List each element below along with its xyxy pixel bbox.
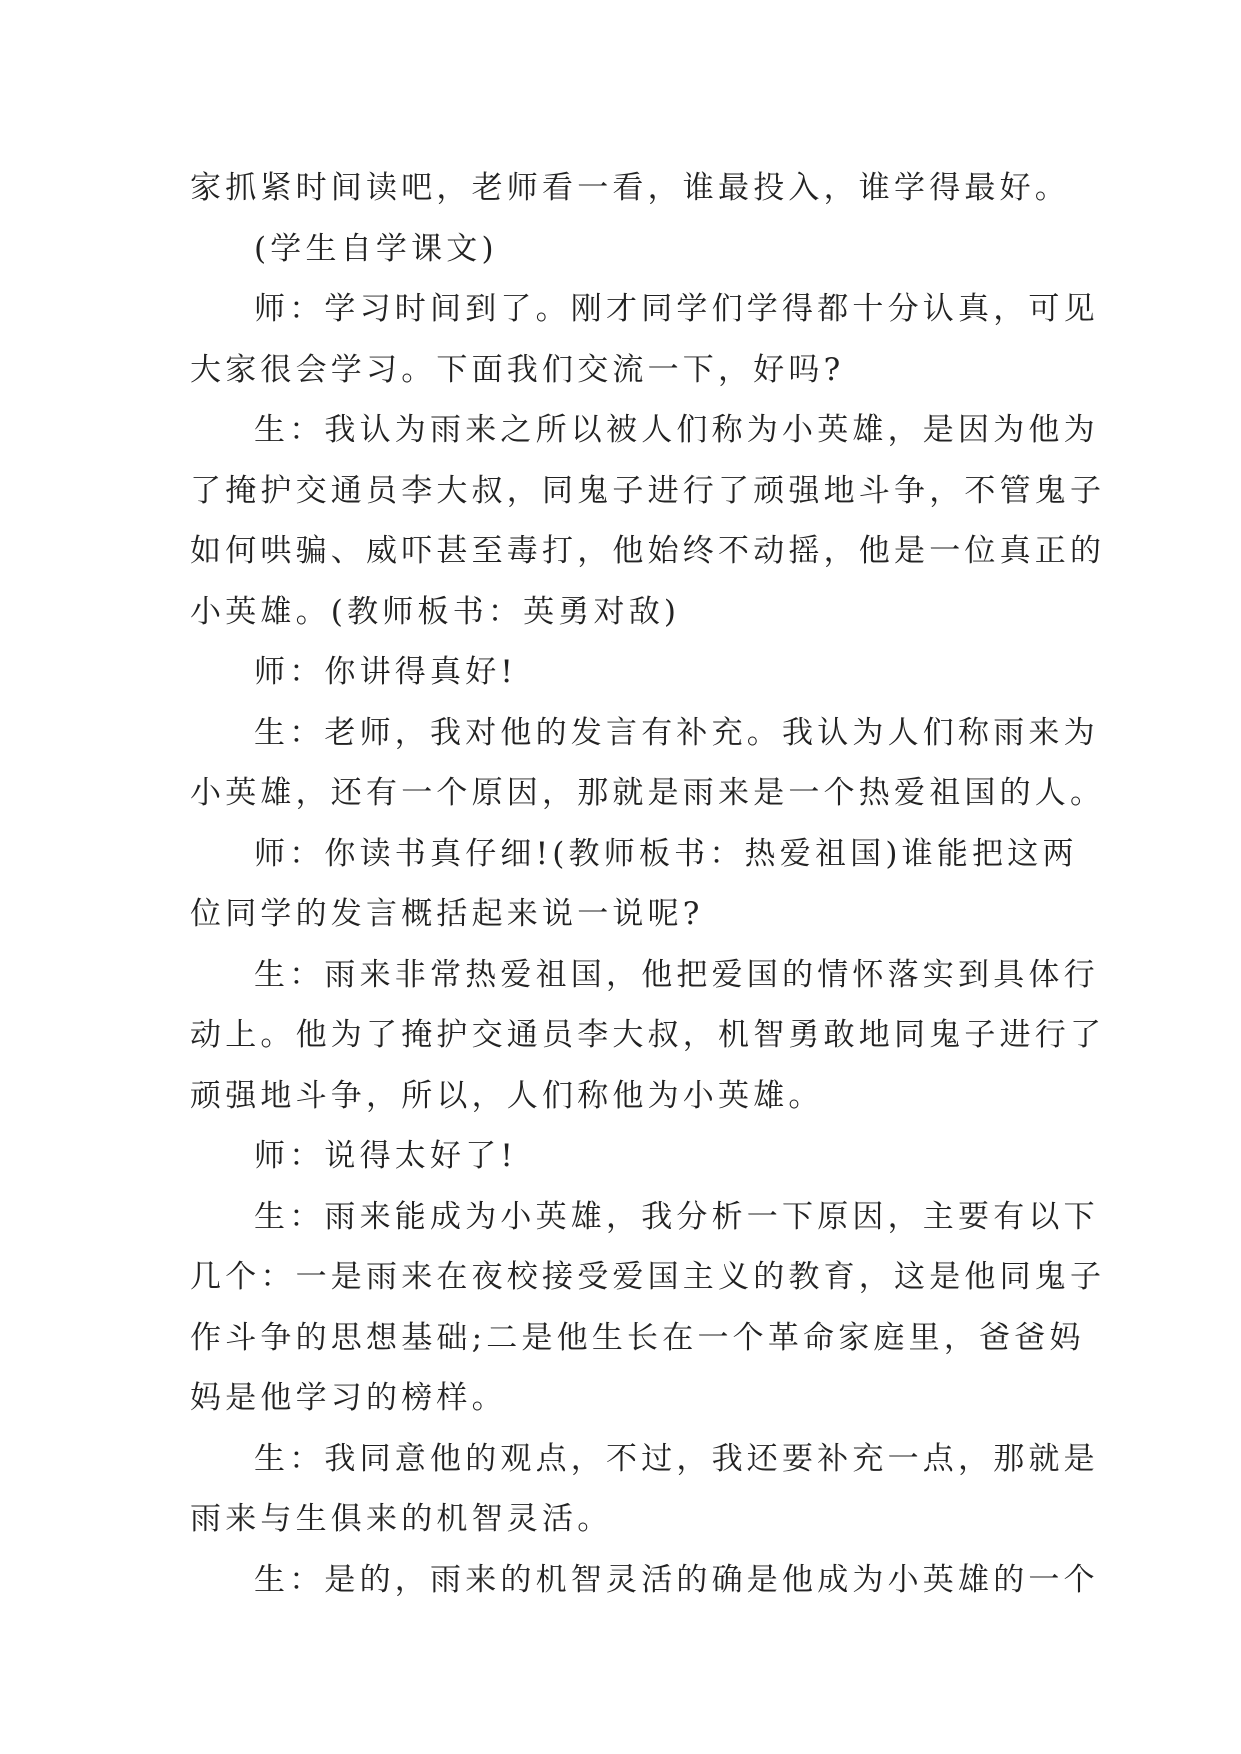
paragraph xyxy=(190,279,1099,400)
text-line: 生：雨来非常热爱祖国，他把爱国的情怀落实到具体行 xyxy=(254,956,1099,993)
text-line: 家抓紧时间读吧，老师看一看，谁最投入，谁学得最好。 xyxy=(190,170,1070,206)
text-line: 生：我同意他的观点，不过，我还要补充一点，那就是 xyxy=(254,1440,1099,1477)
text-line: 了掩护交通员李大叔，同鬼子进行了顽强地斗争，不管鬼子 xyxy=(190,472,1106,509)
text-line: 小英雄。(教师板书：英勇对敌) xyxy=(190,593,681,630)
paragraph xyxy=(190,824,1078,945)
text-line: 师：你讲得真好! xyxy=(254,654,518,690)
text-line: 雨来与生俱来的机智灵活。 xyxy=(190,1501,613,1537)
paragraph xyxy=(190,400,1106,642)
document-body xyxy=(190,158,1106,1610)
text-line: 作斗争的思想基础;二是他生长在一个革命家庭里，爸爸妈 xyxy=(190,1319,1085,1356)
paragraph xyxy=(190,158,1070,219)
text-line: 大家很会学习。下面我们交流一下，好吗? xyxy=(190,351,845,388)
paragraph xyxy=(190,945,1106,1127)
text-line: 师：学习时间到了。刚才同学们学得都十分认真，可见 xyxy=(254,291,1099,327)
text-line: 师：说得太好了! xyxy=(254,1138,518,1174)
text-line: 生：我认为雨来之所以被人们称为小英雄，是因为他为 xyxy=(254,412,1099,448)
text-line: 小英雄，还有一个原因，那就是雨来是一个热爱祖国的人。 xyxy=(190,775,1106,811)
paragraph xyxy=(190,1429,1099,1550)
text-line: 生：是的，雨来的机智灵活的确是他成为小英雄的一个 xyxy=(254,1561,1099,1598)
paragraph xyxy=(190,1550,1099,1611)
paragraph xyxy=(190,219,1070,280)
paragraph xyxy=(190,1187,1106,1429)
paragraph xyxy=(190,703,1106,824)
text-line: 妈是他学习的榜样。 xyxy=(190,1380,507,1416)
paragraph xyxy=(190,642,1070,703)
text-line: 位同学的发言概括起来说一说呢? xyxy=(190,896,704,932)
text-line: 如何哄骗、威吓甚至毒打，他始终不动摇，他是一位真正的 xyxy=(190,533,1106,569)
text-line: 顽强地斗争，所以，人们称他为小英雄。 xyxy=(190,1077,824,1114)
text-line: 生：老师，我对他的发言有补充。我认为人们称雨来为 xyxy=(254,714,1099,751)
text-line: 动上。他为了掩护交通员李大叔，机智勇敢地同鬼子进行了 xyxy=(190,1017,1106,1053)
text-line: 几个：一是雨来在夜校接受爱国主义的教育，这是他同鬼子 xyxy=(190,1259,1106,1295)
text-line: 师：你读书真仔细!(教师板书：热爱祖国)谁能把这两 xyxy=(254,835,1078,872)
paragraph xyxy=(190,1126,1070,1187)
text-line: (学生自学课文) xyxy=(254,230,498,267)
text-line: 生：雨来能成为小英雄，我分析一下原因，主要有以下 xyxy=(254,1198,1099,1235)
